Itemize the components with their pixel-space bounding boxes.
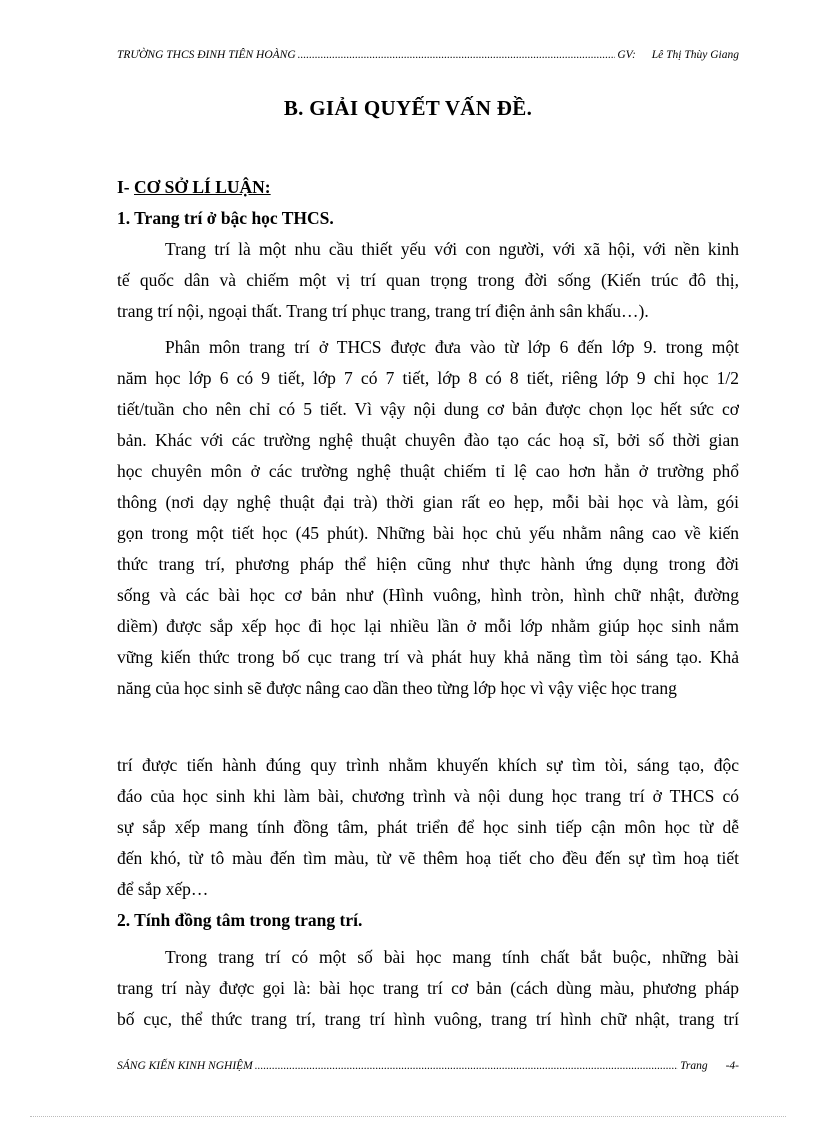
footer-dot-leader (255, 1060, 678, 1072)
footer-page-label: Trang (680, 1060, 708, 1072)
footer-page-number: -4- (725, 1060, 739, 1072)
paragraph-line: vững kiến thức trong bố cục trang trí và phát huy khả năng tìm tòi sáng tạo. Khả (117, 647, 739, 667)
paragraph-line: bản. Khác với các trường nghệ thuật chuyên đào tạo các hoạ sĩ, bởi số thời gian (117, 430, 739, 450)
paragraph-line: đến khó, từ tô màu đến tìm màu, từ vẽ thêm hoạ tiết cho đều đến sự tìm hoạ tiết (117, 848, 739, 868)
section-number: I- (117, 177, 130, 197)
paragraph-line: diềm) được sắp xếp học đi học lại nhiều lần ở mỗi lớp nhằm giúp học sinh nắm (117, 616, 739, 636)
paragraph-line: trang trí nội, ngoại thất. Trang trí phục trang, trang trí điện ảnh sân khấu…). (117, 301, 649, 321)
page-header (117, 49, 739, 61)
paragraph-2 (117, 332, 739, 704)
paragraph-line: học chuyên môn ở các trường nghệ thuật chiếm tỉ lệ cao hơn hẳn ở trường phổ (117, 461, 739, 481)
paragraph-3 (117, 750, 739, 936)
paragraph-line: đáo của học sinh khi làm bài, chương trình và nội dung học trang trí ở THCS có (117, 786, 739, 806)
subheading-1: 1. Trang trí ở bậc học THCS. (117, 208, 334, 228)
subheading-2: 2. Tính đồng tâm trong trang trí. (117, 910, 363, 930)
paragraph-line: Phân môn trang trí ở THCS được đưa vào từ lớp 6 đến lớp 9. trong một (165, 337, 739, 357)
paragraph-line: năng của học sinh sẽ được nâng cao dần theo từng lớp học vì vậy việc học trang (117, 678, 677, 698)
paragraph-line: sự sắp xếp mang tính đồng tâm, phát triển để học sinh tiếp cận môn học từ dễ (117, 817, 739, 837)
paragraph-line: Trong trang trí có một số bài học mang tính chất bắt buộc, những bài (165, 947, 739, 967)
header-dot-leader (298, 49, 616, 61)
paragraph-line: để sắp xếp… (117, 879, 209, 899)
header-teacher: Lê Thị Thùy Giang (651, 49, 739, 61)
paragraph-line: tế quốc dân và chiếm một vị trí quan trọng trong đời sống (Kiến trúc đô thị, (117, 270, 739, 290)
paragraph-line: Trang trí là một nhu cầu thiết yếu với con người, với xã hội, với nền kinh (165, 239, 739, 259)
paragraph-line: tiết/tuần cho nên chỉ có 5 tiết. Vì vậy nội dung cơ bản được chọn lọc hết sức cơ (117, 399, 739, 419)
paragraph-line: trí được tiến hành đúng quy trình nhằm khuyến khích sự tìm tòi, sáng tạo, độc (117, 755, 739, 775)
section-heading (117, 172, 739, 234)
paragraph-line: thông (nơi dạy nghệ thuật đại trà) thời gian rất eo hẹp, mỗi bài học và làm, gói (117, 492, 739, 512)
paragraph-line: bố cục, thể thức trang trí, trang trí hình vuông, trang trí hình chữ nhật, trang trí (117, 1009, 739, 1029)
page-bottom-border (30, 1116, 786, 1117)
paragraph-1 (117, 234, 739, 327)
paragraph-line: năm học lớp 6 có 9 tiết, lớp 7 có 7 tiết, lớp 8 có 8 tiết, riêng lớp 9 chỉ học 1/2 (117, 368, 739, 388)
section-title: CƠ SỞ LÍ LUẬN: (134, 177, 271, 197)
header-school: TRƯỜNG THCS ĐINH TIÊN HOÀNG (117, 49, 296, 61)
footer-label: SÁNG KIẾN KINH NGHIỆM (117, 1060, 253, 1072)
header-gv-label: GV: (617, 49, 636, 61)
paragraph-4 (117, 942, 739, 1035)
page-title: B. GIẢI QUYẾT VẤN ĐỀ. (283, 96, 533, 120)
page-footer (117, 1060, 739, 1072)
paragraph-line: gọn trong một tiết học (45 phút). Những bài học chủ yếu nhằm nâng cao về kiến (117, 523, 739, 543)
paragraph-line: trang trí này được gọi là: bài học trang trí cơ bản (cách dùng màu, phương pháp (117, 978, 739, 998)
paragraph-line: thức trang trí, phương pháp thể hiện cũng như thực hành ứng dụng trong đời (117, 554, 739, 574)
paragraph-line: sống và các bài học cơ bản như (Hình vuông, hình tròn, hình chữ nhật, đường (117, 585, 739, 605)
